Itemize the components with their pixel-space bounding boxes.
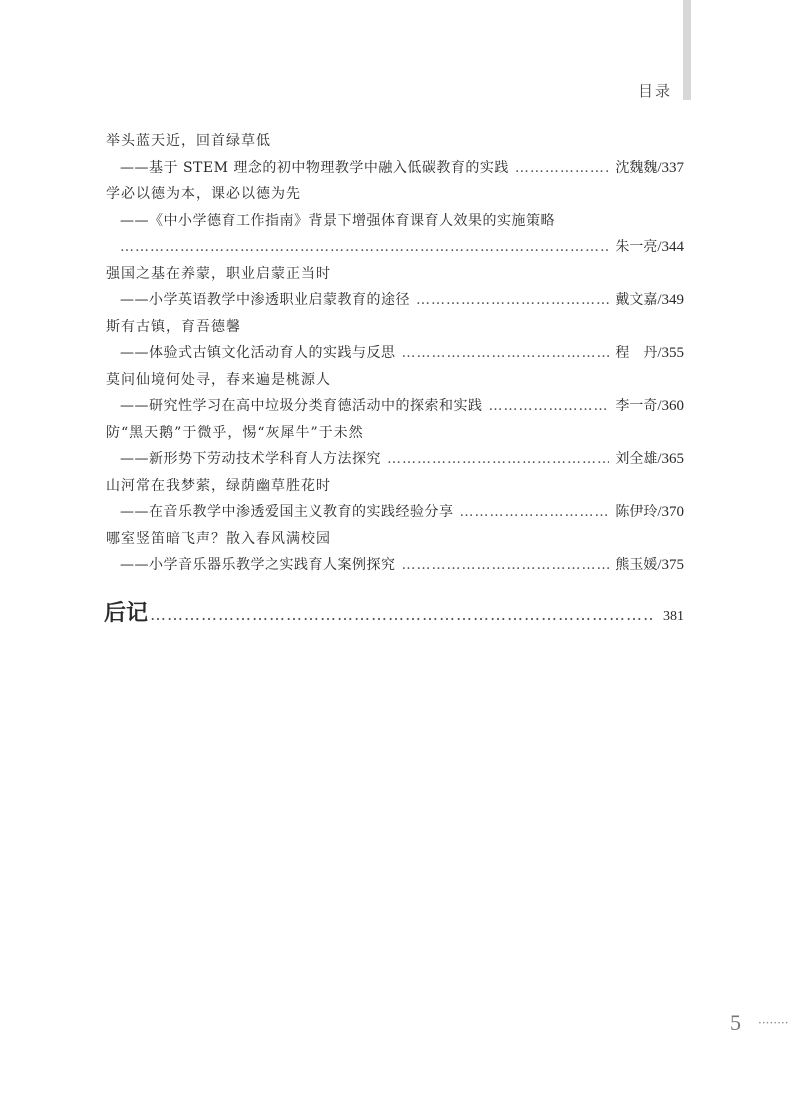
entry-line xyxy=(106,155,684,182)
leader-dots xyxy=(120,234,609,261)
entry-title: 学必以德为本，课必以德为先 xyxy=(106,186,301,202)
leader-dots xyxy=(416,287,609,314)
page-number: 5 xyxy=(730,1010,741,1035)
entry-line xyxy=(106,234,684,261)
toc-entry xyxy=(106,526,684,579)
entry-title: 哪室竖笛暗飞声？散入春风满校园 xyxy=(106,530,331,547)
entry-subtitle: ——新形势下劳动技术学科育人方法探究 xyxy=(120,451,381,467)
postscript-page: 381 xyxy=(663,609,684,624)
entry-author: 刘全雄 xyxy=(615,451,658,467)
entry-subtitle: ——在音乐教学中渗透爱国主义教育的实践经验分享 xyxy=(120,504,454,520)
entry-author: 熊玉媛 xyxy=(615,557,658,573)
entry-author: 陈伊玲 xyxy=(615,504,658,520)
entry-page: /365 xyxy=(657,451,684,467)
entry-author: 李一奇 xyxy=(615,398,658,414)
toc-entry xyxy=(106,128,684,181)
entry-title: 斯有古镇，育吾德馨 xyxy=(106,318,241,335)
entry-subtitle: ——体验式古镇文化活动育人的实践与反思 xyxy=(120,345,396,361)
leader-dots xyxy=(489,393,610,420)
entry-line xyxy=(106,552,684,579)
entry-subtitle: ——研究性学习在高中垃圾分类育德活动中的探索和实践 xyxy=(120,398,483,414)
postscript-title: 后记 xyxy=(104,601,149,626)
entry-subtitle: ——小学音乐器乐教学之实践育人案例探究 xyxy=(120,557,396,573)
leader-dots xyxy=(150,605,653,624)
entry-line xyxy=(106,446,684,473)
entry-line xyxy=(106,499,684,526)
entry-line xyxy=(106,287,684,314)
entry-title: 防“黑天鹅”于微乎，惕“灰犀牛”于未然 xyxy=(106,424,364,441)
entry-page: /360 xyxy=(657,398,684,414)
entry-title: 莫问仙境何处寻，春来遍是桃源人 xyxy=(106,371,331,388)
entry-subtitle: ——基于 STEM 理念的初中物理教学中融入低碳教育的实践 xyxy=(120,159,509,176)
toc-entry xyxy=(106,261,684,314)
leader-dots xyxy=(387,446,609,473)
entry-page: /344 xyxy=(657,239,684,255)
toc-entry xyxy=(106,473,684,526)
entry-line xyxy=(106,393,684,420)
toc-entry xyxy=(106,420,684,473)
entry-page: /375 xyxy=(657,557,684,573)
postscript-entry xyxy=(104,596,684,627)
entry-subtitle: ——《中小学德育工作指南》背景下增强体育课育人效果的实施策略 xyxy=(120,212,555,229)
entry-author: 沈魏魏 xyxy=(615,159,658,176)
entry-line xyxy=(106,340,684,367)
entry-title: 强国之基在养蒙，职业启蒙正当时 xyxy=(106,265,331,282)
entry-author: 戴文嘉 xyxy=(615,292,658,308)
entry-author: 程 丹 xyxy=(615,345,658,361)
toc-entry xyxy=(106,314,684,367)
page-edge-bar xyxy=(683,0,691,100)
leader-dots xyxy=(402,340,610,367)
entry-page: /355 xyxy=(657,345,684,361)
entry-subtitle: ——小学英语教学中渗透职业启蒙教育的途径 xyxy=(120,292,410,308)
entry-author: 朱一亮 xyxy=(615,239,658,255)
table-of-contents xyxy=(106,128,684,579)
entry-title: 山河常在我梦萦，绿荫幽草胜花时 xyxy=(106,477,331,494)
leader-dots xyxy=(515,155,609,182)
footer-dots: ········ xyxy=(758,1016,789,1030)
entry-page: /370 xyxy=(657,504,684,520)
entry-page: /337 xyxy=(657,159,684,176)
leader-dots xyxy=(460,499,610,526)
toc-entry xyxy=(106,181,684,261)
leader-dots xyxy=(402,552,610,579)
section-header-title: 目录 xyxy=(637,82,672,100)
entry-title: 举头蓝天近，回首绿草低 xyxy=(106,133,271,149)
toc-entry xyxy=(106,367,684,420)
entry-page: /349 xyxy=(657,292,684,308)
